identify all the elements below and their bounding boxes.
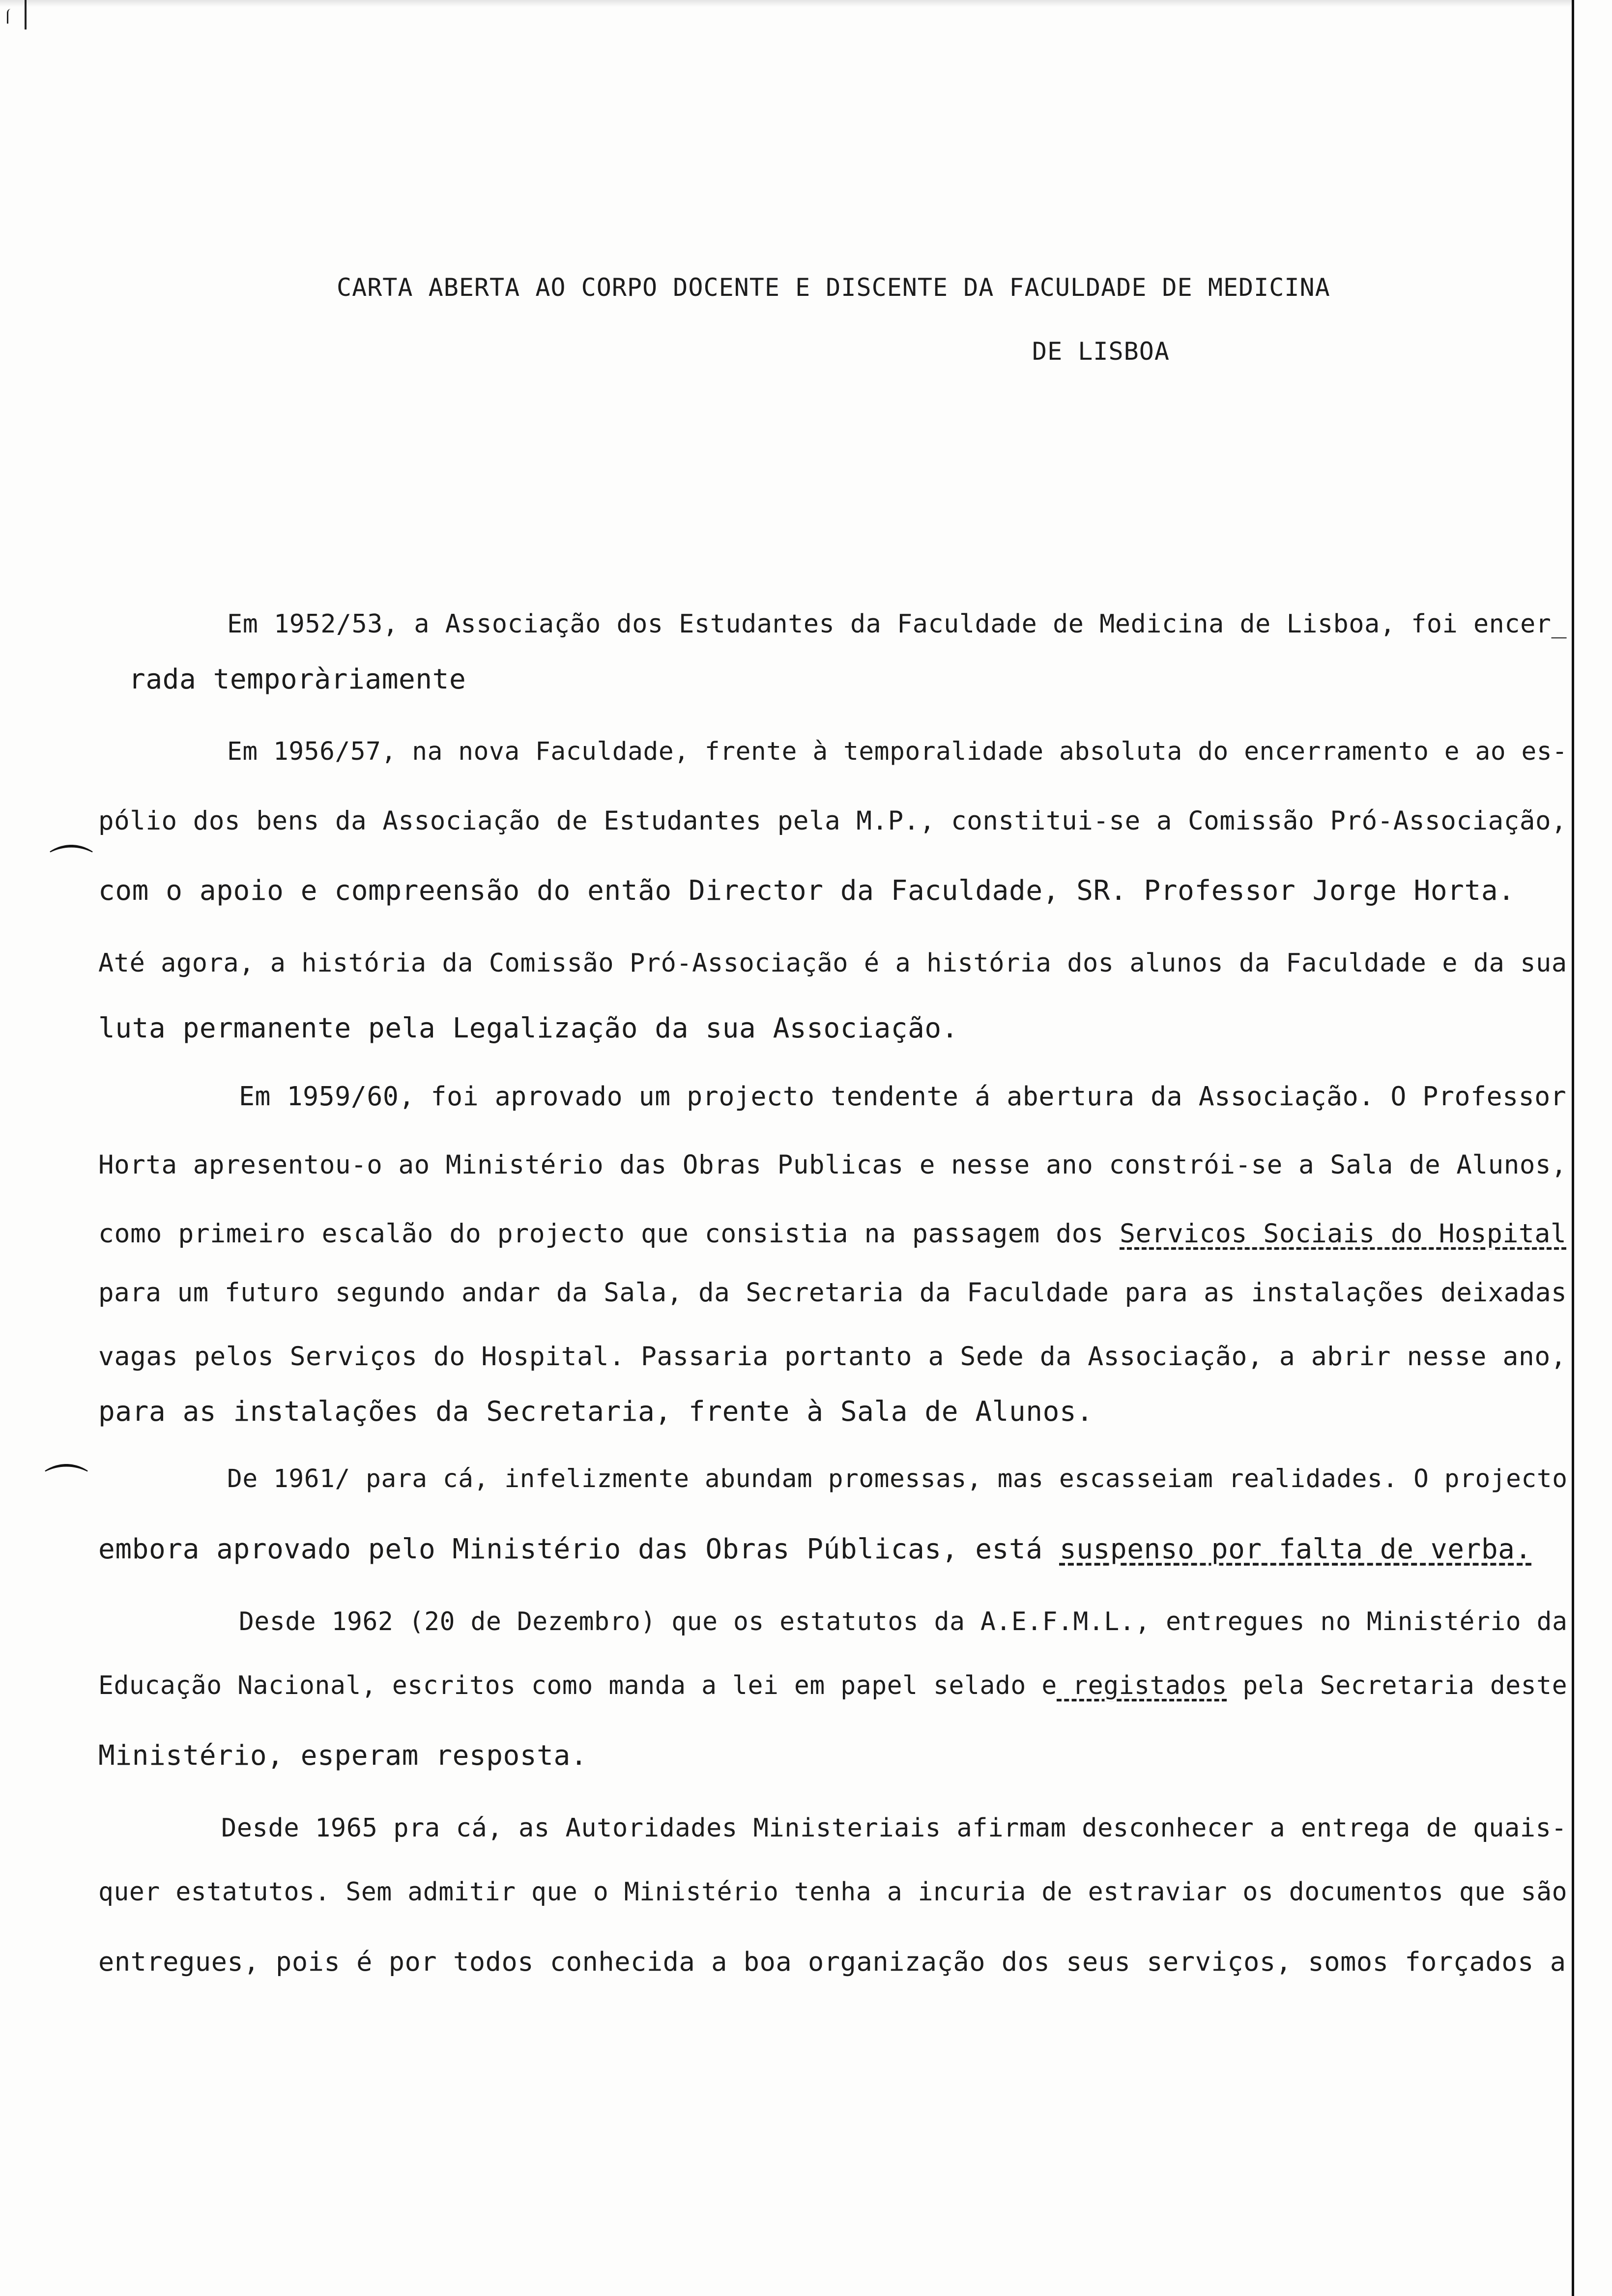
scan-right-edge xyxy=(1572,0,1574,2296)
text-line: rada temporàriamente xyxy=(129,663,466,695)
text-line xyxy=(98,1671,1567,1700)
text-line: Desde 1962 (20 de Dezembro) que os estatutos da A.E.F.M.L., entregues no Ministério da xyxy=(239,1607,1568,1636)
underlined-phrase: suspenso por falta de verba. xyxy=(1059,1533,1532,1565)
text-line: Horta apresentou-o ao Ministério das Obras Publicas e nesse ano constrói-se a Sala de Alunos, xyxy=(98,1150,1567,1180)
text-line: para um futuro segundo andar da Sala, da Secretaria da Faculdade para as instalações deixadas xyxy=(98,1278,1567,1308)
text-line: Em 1952/53, a Associação dos Estudantes da Faculdade de Medicina de Lisboa, foi encer_ xyxy=(227,609,1567,639)
text-line: vagas pelos Serviços do Hospital. Passaria portanto a Sede da Associação, a abrir nesse ano, xyxy=(98,1342,1567,1372)
text-line: para as instalações da Secretaria, frente à Sala de Alunos. xyxy=(98,1396,1094,1428)
text-line: Ministério, esperam resposta. xyxy=(98,1740,588,1772)
text-line xyxy=(98,1533,1532,1565)
underlined-phrase: registados xyxy=(1057,1671,1227,1700)
scan-corner-mark xyxy=(25,0,27,29)
text-line: Em 1959/60, foi aprovado um projecto tendente á abertura da Associação. O Professor xyxy=(239,1081,1567,1112)
text-line: com o apoio e compreensão do então Director da Faculdade, SR. Professor Jorge Horta. xyxy=(98,875,1515,907)
scan-corner-hook xyxy=(7,9,11,24)
text-segment: Educação Nacional, escritos como manda a lei em papel selado e xyxy=(98,1671,1057,1700)
document-title-line2: DE LISBOA xyxy=(1032,337,1170,366)
document-title: CARTA ABERTA AO CORPO DOCENTE E DISCENTE DA FACULDADE DE MEDICINA xyxy=(337,273,1330,302)
margin-handwritten-mark: ⌒ xyxy=(49,841,93,893)
underlined-phrase: Servicos Sociais do Hospital xyxy=(1120,1219,1567,1249)
text-line: luta permanente pela Legalização da sua Associação. xyxy=(98,1012,959,1044)
text-segment: como primeiro escalão do projecto que consistia na passagem dos xyxy=(98,1219,1120,1249)
text-line: Desde 1965 pra cá, as Autoridades Ministeriais afirmam desconhecer a entrega de quais- xyxy=(221,1813,1567,1843)
text-line: De 1961/ para cá, infelizmente abundam promessas, mas escasseiam realidades. O projecto xyxy=(227,1464,1568,1493)
text-line: Até agora, a história da Comissão Pró-Associação é a história dos alunos da Faculdade e da sua xyxy=(98,948,1567,978)
text-line: pólio dos bens da Associação de Estudantes pela M.P., constitui-se a Comissão Pró-Associação, xyxy=(98,806,1567,836)
text-line: Em 1956/57, na nova Faculdade, frente à temporalidade absoluta do encerramento e ao es- xyxy=(227,737,1568,766)
text-segment: embora aprovado pelo Ministério das Obras Públicas, está xyxy=(98,1533,1060,1565)
text-line xyxy=(98,1219,1566,1249)
scan-top-edge xyxy=(0,0,1572,7)
text-segment: pela Secretaria deste xyxy=(1227,1671,1568,1700)
text-line: entregues, pois é por todos conhecida a boa organização dos seus serviços, somos forçados a xyxy=(98,1946,1566,1977)
margin-handwritten-mark: ⌒ xyxy=(44,1461,88,1512)
text-line: quer estatutos. Sem admitir que o Ministério tenha a incuria de estraviar os documentos que são xyxy=(98,1877,1568,1907)
